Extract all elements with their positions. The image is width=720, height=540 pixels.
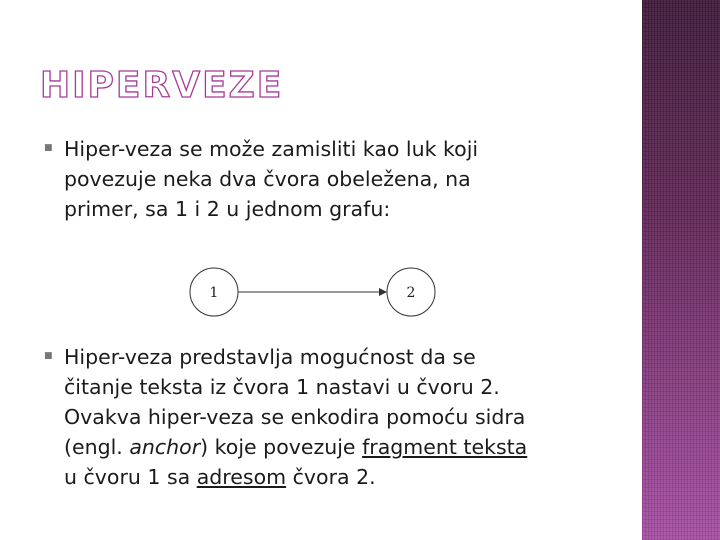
bullet-2-text-segment: čvora 2. <box>292 465 376 489</box>
bullet-1-line: primer, sa 1 i 2 u jednom grafu: <box>64 197 391 221</box>
bullet-2-text-segment: (engl. <box>64 435 123 459</box>
graph-node-1-label: 1 <box>209 285 219 301</box>
bullet-2-text-segment: Ovakva hiper-veza se enkodira pomoću <box>64 405 469 429</box>
bullet-2-text <box>64 342 610 492</box>
bullet-2-line: čitanje teksta iz čvora 1 nastavi u čvoru 2. <box>64 375 500 399</box>
decorative-sidebar <box>642 0 720 540</box>
bullet-1-line: Hiper-veza se može zamisliti kao luk koji <box>64 137 479 161</box>
graph-node-2-label: 2 <box>406 285 416 301</box>
slide-title: HIPERVEZE <box>40 65 284 106</box>
bullet-item-1 <box>40 134 610 224</box>
bullet-1-text <box>64 134 610 224</box>
bullet-2-line: Hiper-veza predstavlja mogućnost da se <box>64 345 476 369</box>
bullet-2-text-segment: ) koje povezuje <box>200 435 356 459</box>
bullet-item-2 <box>40 342 610 492</box>
term-anchor: anchor <box>129 435 201 459</box>
bullet-1-line: povezuje neka dva čvora obeležena, na <box>64 167 471 191</box>
bullet-icon: ■ <box>44 143 53 153</box>
arrowhead-icon <box>379 288 387 296</box>
bullet-2-text-segment: u čvoru 1 sa <box>64 465 191 489</box>
graph-diagram <box>180 258 450 328</box>
term-adresom: adresom <box>196 465 287 489</box>
bullet-icon: ■ <box>44 351 53 361</box>
term-sidra: sidra <box>474 405 526 429</box>
term-fragment-teksta: fragment teksta <box>362 435 528 459</box>
